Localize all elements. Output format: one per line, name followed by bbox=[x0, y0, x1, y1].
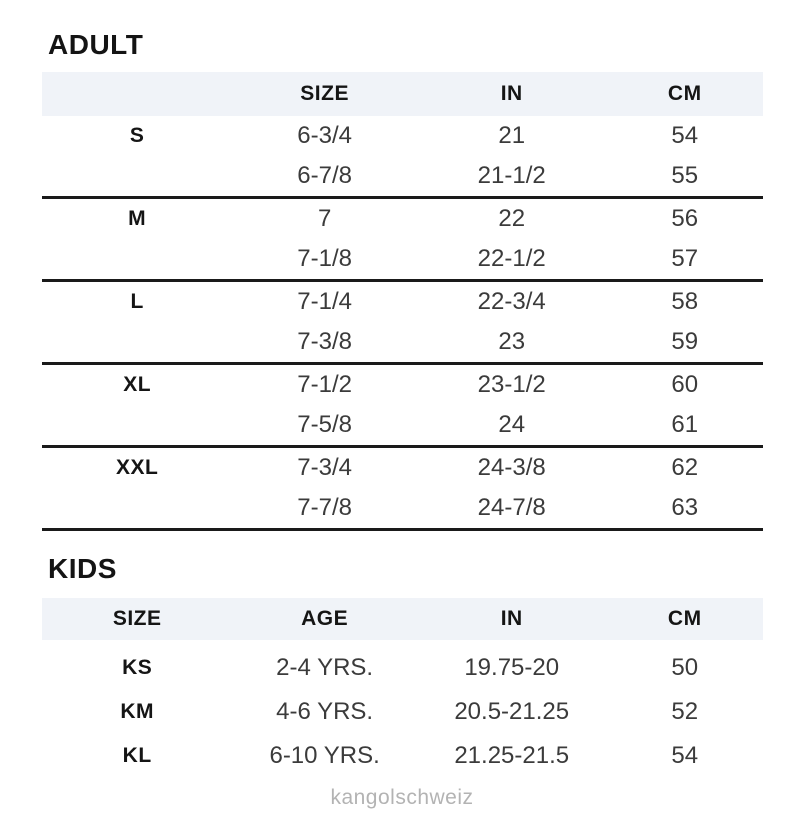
table-row bbox=[42, 239, 763, 279]
kids-header-age: AGE bbox=[301, 607, 349, 630]
inches-value: 24 bbox=[498, 411, 526, 438]
hat-size-value: 6-7/8 bbox=[297, 162, 352, 189]
adult-size-group-m bbox=[42, 199, 763, 282]
inches-value: 21 bbox=[498, 122, 526, 149]
table-row bbox=[42, 405, 763, 445]
inches-value: 19.75-20 bbox=[464, 654, 560, 681]
kids-header-size: SIZE bbox=[112, 607, 162, 630]
age-value: 6-10 YRS. bbox=[269, 742, 380, 769]
table-row bbox=[42, 448, 763, 488]
inches-value: 21.25-21.5 bbox=[454, 742, 570, 769]
adult-size-group-xl bbox=[42, 365, 763, 448]
cm-value: 62 bbox=[671, 454, 699, 481]
cm-value: 60 bbox=[671, 371, 699, 398]
kids-table-body bbox=[42, 640, 763, 778]
cm-value: 61 bbox=[671, 411, 699, 438]
kids-size-table bbox=[42, 598, 763, 778]
age-value: 2-4 YRS. bbox=[276, 654, 374, 681]
kids-table-header bbox=[42, 598, 763, 640]
inches-value: 23 bbox=[498, 328, 526, 355]
cm-value: 52 bbox=[671, 698, 699, 725]
kids-section-title: KIDS bbox=[48, 553, 117, 584]
cm-value: 54 bbox=[671, 122, 699, 149]
adult-size-table bbox=[42, 72, 763, 531]
cm-value: 54 bbox=[671, 742, 699, 769]
watermark: kangolschweiz bbox=[330, 786, 474, 809]
hat-size-value: 7-3/4 bbox=[297, 454, 352, 481]
kids-header-in: IN bbox=[500, 607, 523, 630]
table-row bbox=[42, 156, 763, 196]
hat-size-value: 7-1/2 bbox=[297, 371, 352, 398]
adult-header-size: SIZE bbox=[300, 82, 349, 105]
inches-value: 22 bbox=[498, 205, 526, 232]
size-label: M bbox=[128, 207, 147, 230]
size-chart-page bbox=[0, 31, 804, 835]
size-label: KL bbox=[122, 744, 152, 767]
size-label: XXL bbox=[116, 456, 159, 479]
table-row bbox=[42, 116, 763, 156]
hat-size-value: 7-5/8 bbox=[297, 411, 352, 438]
size-label: XL bbox=[123, 373, 152, 396]
hat-size-value: 6-3/4 bbox=[297, 122, 352, 149]
age-value: 4-6 YRS. bbox=[276, 698, 374, 725]
adult-size-group-xxl bbox=[42, 448, 763, 531]
adult-header-in: IN bbox=[500, 82, 523, 105]
hat-size-value: 7 bbox=[317, 205, 332, 232]
cm-value: 50 bbox=[671, 654, 699, 681]
hat-size-value: 7-7/8 bbox=[297, 494, 352, 521]
adult-table-header bbox=[42, 72, 763, 116]
size-label: L bbox=[130, 290, 144, 313]
cm-value: 59 bbox=[671, 328, 699, 355]
adult-header-cm: CM bbox=[667, 82, 702, 105]
cm-value: 58 bbox=[671, 288, 699, 315]
table-row bbox=[42, 282, 763, 322]
kids-header-cm: CM bbox=[667, 607, 702, 630]
hat-size-value: 7-3/8 bbox=[297, 328, 352, 355]
inches-value: 22-3/4 bbox=[477, 288, 546, 315]
inches-value: 23-1/2 bbox=[477, 371, 546, 398]
table-row bbox=[42, 199, 763, 239]
inches-value: 24-7/8 bbox=[477, 494, 546, 521]
adult-size-group-l bbox=[42, 282, 763, 365]
cm-value: 56 bbox=[671, 205, 699, 232]
table-row bbox=[42, 690, 763, 734]
inches-value: 22-1/2 bbox=[477, 245, 546, 272]
table-row bbox=[42, 646, 763, 690]
cm-value: 63 bbox=[671, 494, 699, 521]
adult-section-title: ADULT bbox=[48, 29, 144, 60]
cm-value: 55 bbox=[671, 162, 699, 189]
size-label: KS bbox=[122, 656, 153, 679]
hat-size-value: 7-1/4 bbox=[297, 288, 352, 315]
table-row bbox=[42, 488, 763, 528]
cm-value: 57 bbox=[671, 245, 699, 272]
size-label: KM bbox=[120, 700, 154, 723]
inches-value: 21-1/2 bbox=[477, 162, 546, 189]
size-label: S bbox=[129, 124, 145, 147]
table-row bbox=[42, 734, 763, 778]
inches-value: 20.5-21.25 bbox=[454, 698, 570, 725]
adult-size-group-s bbox=[42, 116, 763, 199]
table-row bbox=[42, 365, 763, 405]
inches-value: 24-3/8 bbox=[477, 454, 546, 481]
table-row bbox=[42, 322, 763, 362]
hat-size-value: 7-1/8 bbox=[297, 245, 352, 272]
